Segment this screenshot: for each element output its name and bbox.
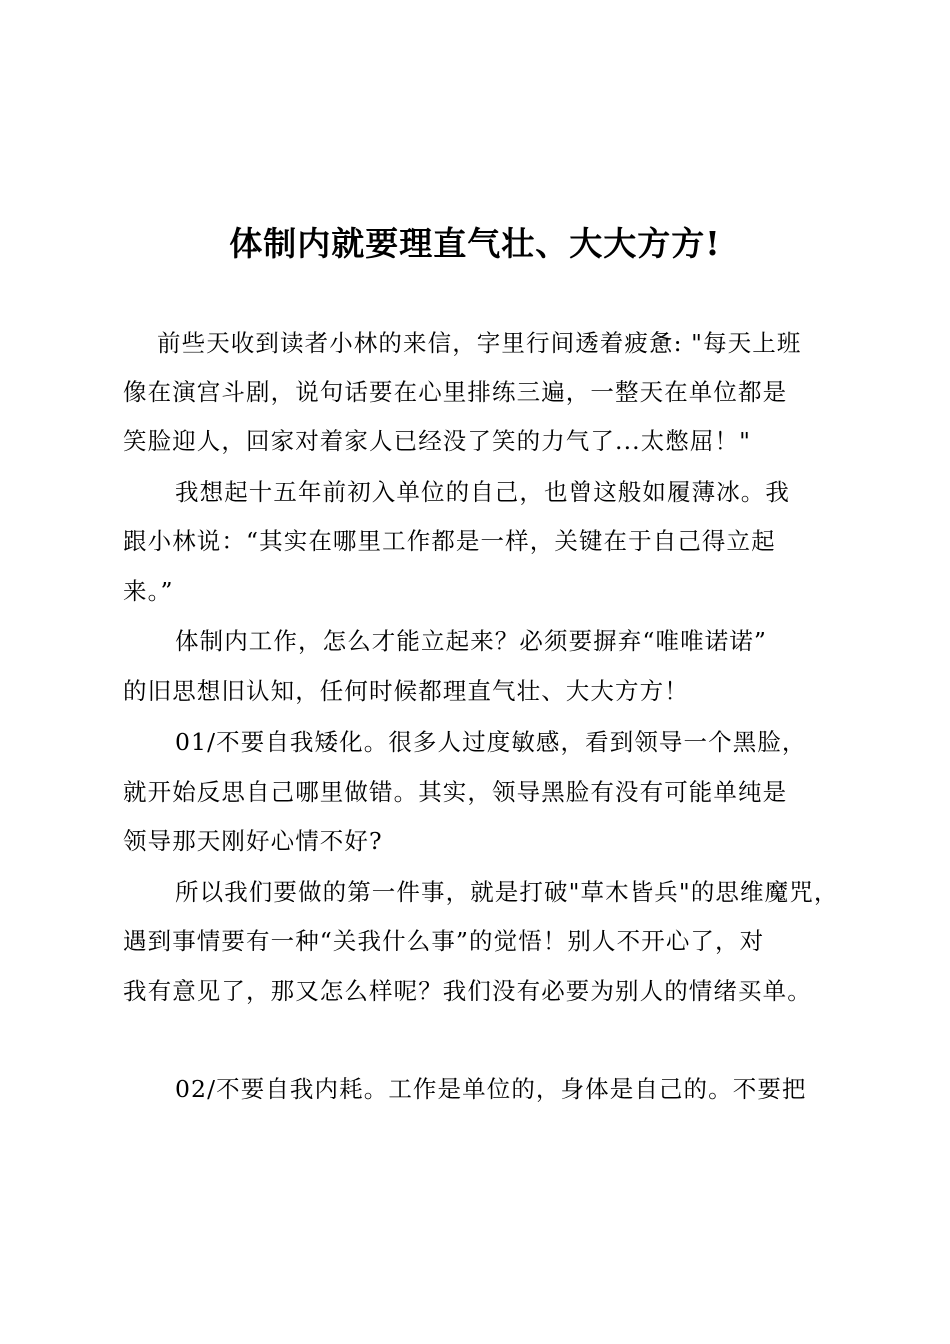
body-line: 所以我们要做的第一件事，就是打破"草木皆兵"的思维魔咒， <box>175 878 839 906</box>
body-line: 02/不要自我内耗。工作是单位的，身体是自己的。不要把 <box>175 1075 807 1103</box>
body-line: 笑脸迎人，回家对着家人已经没了笑的力气了...太憋屈！" <box>123 427 752 455</box>
document-title: 体制内就要理直气壮、大大方方! <box>229 224 721 263</box>
body-line: 像在演宫斗剧，说句话要在心里排练三遍，一整天在单位都是 <box>123 378 788 406</box>
body-line: 就开始反思自己哪里做错。其实，领导黑脸有没有可能单纯是 <box>123 778 788 806</box>
body-line: 前些天收到读者小林的来信，字里行间透着疲惫: "每天上班 <box>157 329 802 357</box>
body-line: 01/不要自我矮化。很多人过度敏感，看到领导一个黑脸， <box>175 728 807 756</box>
body-line: 我想起十五年前初入单位的自己，也曾这般如履薄冰。我 <box>175 478 790 506</box>
body-line: 的旧思想旧认知，任何时候都理直气壮、大大方方！ <box>123 677 689 705</box>
body-line: 我有意见了，那又怎么样呢？我们没有必要为别人的情绪买单。 <box>123 977 812 1005</box>
body-line: 来。” <box>123 577 174 605</box>
body-line: 遇到事情要有一种“关我什么事”的觉悟！别人不开心了，对 <box>123 927 765 955</box>
body-line: 领导那天刚好心情不好? <box>123 827 383 855</box>
body-line: 体制内工作，怎么才能立起来？必须要摒弃“唯唯诺诺” <box>175 627 768 655</box>
body-line: 跟小林说：“其实在哪里工作都是一样，关键在于自己得立起 <box>123 527 776 555</box>
